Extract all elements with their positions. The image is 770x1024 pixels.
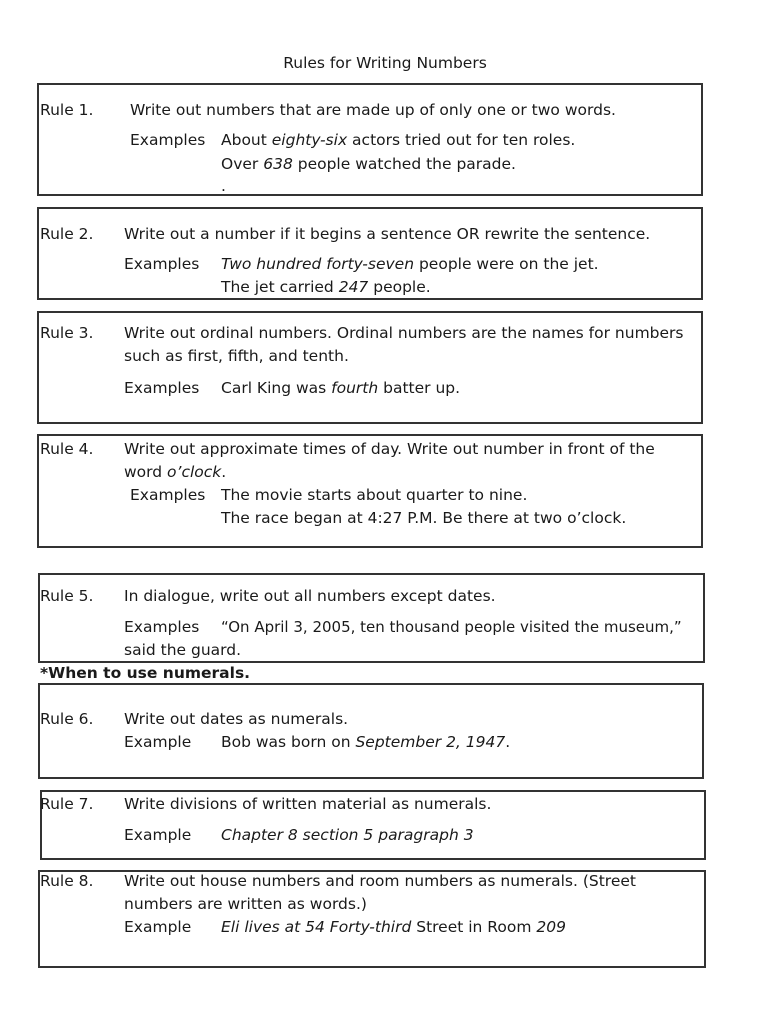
rule-5-label: Rule 5. — [40, 587, 94, 605]
rule-4-example-1: The movie starts about quarter to nine. — [221, 486, 528, 504]
rule-3-example-1: Carl King was fourth batter up. — [221, 379, 461, 397]
rule-6-label: Rule 6. — [40, 710, 94, 728]
rule-2-text: Write out a number if it begins a sentence OR rewrite the sentence. — [124, 225, 651, 243]
rule-2-example-2: The jet carried 247 people. — [221, 278, 431, 296]
rule-5-example-1: “On April 3, 2005, ten thousand people visited the museum,” — [221, 618, 682, 636]
rule-1-text: Write out numbers that are made up of only one or two words. — [130, 101, 616, 119]
rule-3-label: Rule 3. — [40, 324, 94, 342]
rule-5-text: In dialogue, write out all numbers except dates. — [124, 587, 496, 605]
rule-2-examples-label: Examples — [124, 255, 200, 273]
rule-7-text: Write divisions of written material as numerals. — [124, 795, 492, 813]
rule-7-example-label: Example — [124, 826, 192, 844]
rule-1-example-2: Over 638 people watched the parade. — [221, 155, 516, 173]
rule-7-example-1: Chapter 8 section 5 paragraph 3 — [221, 826, 474, 844]
rule-8-label: Rule 8. — [40, 872, 94, 890]
rule-3-examples-label: Examples — [124, 379, 200, 397]
rule-4-text-2: word o’clock. — [124, 463, 227, 481]
rule-1-example-3: . — [221, 177, 226, 195]
rule-6-example-1: Bob was born on September 2, 1947. — [221, 733, 511, 751]
rule-3-text-1: Write out ordinal numbers. Ordinal numbers are the names for numbers — [124, 324, 684, 342]
rule-6-text: Write out dates as numerals. — [124, 710, 349, 728]
rule-4-label: Rule 4. — [40, 440, 94, 458]
rule-1-label: Rule 1. — [40, 101, 94, 119]
rule-6-example-label: Example — [124, 733, 192, 751]
rule-8-example-label: Example — [124, 918, 192, 936]
numerals-heading: *When to use numerals. — [40, 664, 251, 682]
rule-1-examples-label: Examples — [130, 131, 206, 149]
rule-5-example-2: said the guard. — [124, 641, 242, 659]
rule-1-example-1: About eighty-six actors tried out for ten roles. — [221, 131, 576, 149]
rule-4-text-1: Write out approximate times of day. Write out number in front of the — [124, 440, 655, 458]
rule-6-box — [38, 683, 704, 779]
rule-4-example-2: The race began at 4:27 P.M. Be there at two o’clock. — [221, 509, 627, 527]
rule-8-example-1: Eli lives at 54 Forty-third Street in Room 209 — [221, 918, 566, 936]
rule-8-text-2: numbers are written as words.) — [124, 895, 367, 913]
page-title: Rules for Writing Numbers — [283, 54, 487, 72]
rule-8-text-1: Write out house numbers and room numbers as numerals. (Street — [124, 872, 636, 890]
rule-4-examples-label: Examples — [130, 486, 206, 504]
rule-5-examples-label: Examples — [124, 618, 200, 636]
rule-3-text-2: such as first, fifth, and tenth. — [124, 347, 349, 365]
rule-7-label: Rule 7. — [40, 795, 94, 813]
rule-2-label: Rule 2. — [40, 225, 94, 243]
rule-2-example-1: Two hundred forty-seven people were on the jet. — [221, 255, 599, 273]
